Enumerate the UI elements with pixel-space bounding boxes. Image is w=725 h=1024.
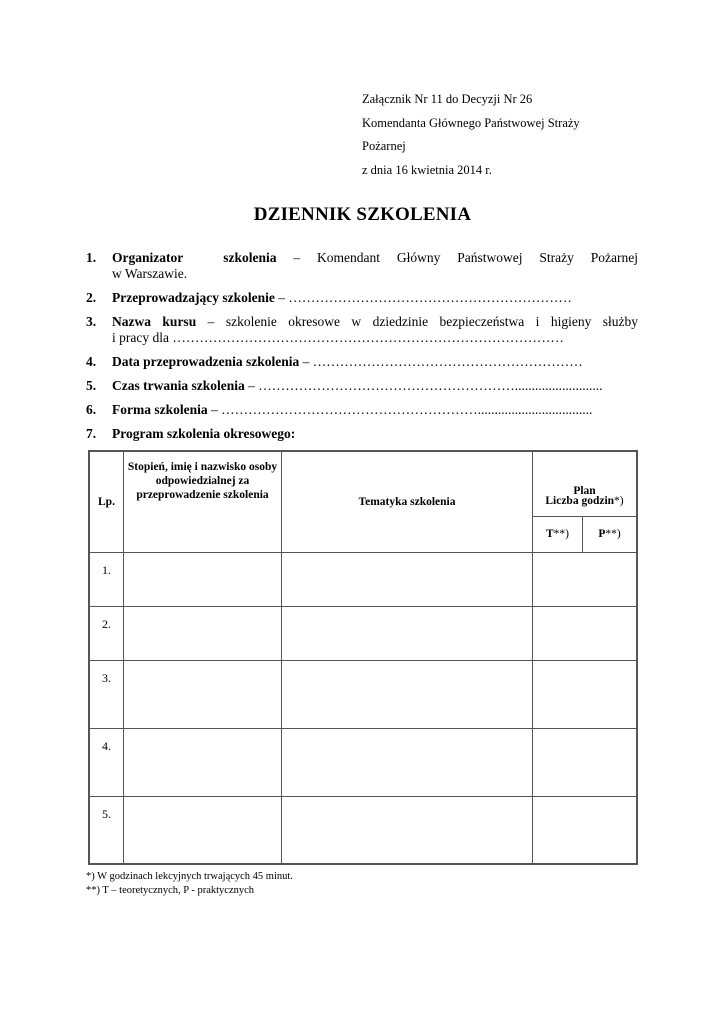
item-number: 2. xyxy=(86,290,97,305)
document-title: DZIENNIK SZKOLENIA xyxy=(253,204,472,225)
item-fill-line[interactable]: – ………………………………………………….................................. xyxy=(211,402,593,417)
item-date xyxy=(86,354,638,370)
cell-hours[interactable] xyxy=(533,660,638,728)
item-form xyxy=(86,402,638,418)
item-duration xyxy=(86,378,638,394)
cell-person[interactable] xyxy=(124,606,282,660)
item-number: 5. xyxy=(86,378,97,393)
table-row xyxy=(89,660,637,728)
row-number: 5. xyxy=(89,796,124,864)
item-number: 3. xyxy=(86,314,97,329)
cell-person[interactable] xyxy=(124,796,282,864)
cell-topics[interactable] xyxy=(282,552,533,606)
annex-line: Załącznik Nr 11 do Decyzji Nr 26 xyxy=(362,92,533,106)
item-label: Nazwa kursu xyxy=(112,314,197,329)
item-label: Program szkolenia okresowego: xyxy=(112,426,296,441)
item-label: szkolenia xyxy=(223,250,277,265)
item-number: 4. xyxy=(86,354,97,369)
cell-person[interactable] xyxy=(124,660,282,728)
item-label: Organizator xyxy=(112,250,184,265)
item-text-continued: w Warszawie. xyxy=(112,266,188,281)
row-number: 3. xyxy=(89,660,124,728)
row-number: 4. xyxy=(89,728,124,796)
item-organizer xyxy=(86,250,638,282)
cell-hours[interactable] xyxy=(533,606,638,660)
item-text: – szkolenie okresowe w dziedzinie bezpieczeństwa i higieny służby xyxy=(207,314,638,329)
footnote: **) T – teoretycznych, P - praktycznych xyxy=(86,885,255,896)
cell-person[interactable] xyxy=(124,552,282,606)
header-practice: P**) xyxy=(583,516,638,552)
item-label: Czas trwania szkolenia xyxy=(112,378,245,393)
cell-topics[interactable] xyxy=(282,606,533,660)
header-plan-label: Plan xyxy=(573,485,596,497)
header-plan xyxy=(533,451,638,516)
item-trainer xyxy=(86,290,638,306)
item-program xyxy=(86,426,638,442)
header-theory: T**) xyxy=(533,516,583,552)
cell-hours[interactable] xyxy=(533,796,638,864)
form-items xyxy=(86,250,638,450)
table-row xyxy=(89,796,637,864)
cell-person[interactable] xyxy=(124,728,282,796)
header-lp: Lp. xyxy=(89,451,124,552)
cell-topics[interactable] xyxy=(282,660,533,728)
item-fill-line[interactable]: i pracy dla …………………………………………………………………………… xyxy=(112,330,564,345)
annex-line: Komendanta Głównego Państwowej Straży xyxy=(362,115,580,130)
item-label: Data przeprowadzenia szkolenia xyxy=(112,354,300,369)
item-fill-line[interactable]: – ………………………………………………….......................... xyxy=(248,378,603,393)
item-fill-line[interactable]: – ……………………………………………………… xyxy=(278,290,572,305)
item-number: 6. xyxy=(86,402,97,417)
cell-topics[interactable] xyxy=(282,728,533,796)
row-number: 2. xyxy=(89,606,124,660)
cell-hours[interactable] xyxy=(533,552,638,606)
item-label: Przeprowadzający szkolenie xyxy=(112,290,275,305)
cell-hours[interactable] xyxy=(533,728,638,796)
item-course-name xyxy=(86,314,638,346)
table-row xyxy=(89,552,637,606)
header-person: Stopień, imię i nazwisko osoby odpowiedzialnej za przeprowadzenie szkolenia xyxy=(124,451,282,552)
footnotes xyxy=(86,870,293,898)
header-topics: Tematyka szkolenia xyxy=(282,451,533,552)
table-row xyxy=(89,606,637,660)
row-number: 1. xyxy=(89,552,124,606)
annex-line: z dnia 16 kwietnia 2014 r. xyxy=(362,162,492,177)
table-row xyxy=(89,728,637,796)
item-number: 1. xyxy=(86,250,97,265)
item-number: 7. xyxy=(86,426,97,441)
footnote: *) W godzinach lekcyjnych trwających 45 minut. xyxy=(86,871,293,882)
header-hours: Liczba godzin*) xyxy=(545,495,624,507)
annex-reference xyxy=(362,88,580,182)
item-fill-line[interactable]: – …………………………………………………… xyxy=(302,354,583,369)
item-label: Forma szkolenia xyxy=(112,402,208,417)
item-text: – Komendant Główny Państwowej Straży Pożarnej xyxy=(293,250,639,265)
cell-topics[interactable] xyxy=(282,796,533,864)
annex-line: Pożarnej xyxy=(362,139,406,153)
training-program-table xyxy=(88,450,638,865)
